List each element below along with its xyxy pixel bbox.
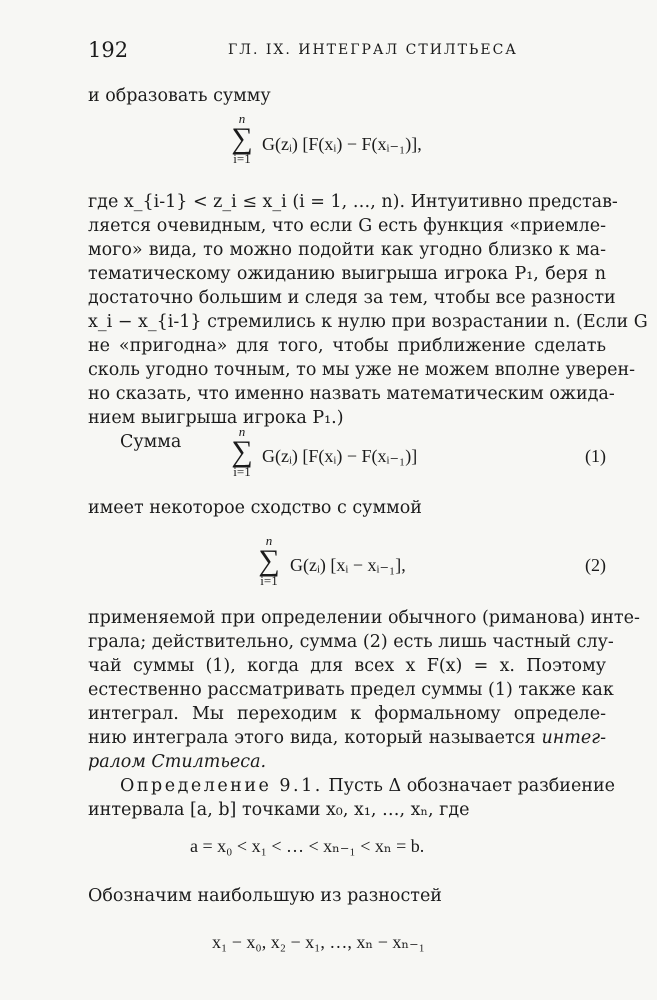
text-line: применяемой при определении обычного (риманова) инте- [88, 608, 640, 628]
text-line: Сумма [120, 432, 182, 452]
text-line: грала; действительно, сумма (2) есть лишь частный слу- [88, 632, 614, 652]
text-line: x_i − x_{i-1} стремились к нулю при возрастании n. (Если G [88, 312, 648, 332]
page-header [88, 38, 608, 64]
equation-number-1: (1) [585, 446, 606, 466]
text-line: естественно рассматривать предел суммы (1) также как [88, 680, 614, 700]
summation-symbol: n ∑ i=1 [231, 111, 253, 166]
text-line: и образовать сумму [88, 86, 271, 106]
page-number: 192 [88, 38, 129, 62]
formula-differences: x₁ − x₀, x₂ − x₁, …, xₙ − xₙ₋₁ [212, 932, 425, 952]
formula-sum-stieltjes: G(zᵢ) [F(xᵢ) − F(xᵢ₋₁)] [262, 446, 418, 466]
equation-number-2: (2) [585, 555, 606, 575]
text-line: Обозначим наибольшую из разностей [88, 886, 442, 906]
text-line: интервала [a, b] точками x₀, x₁, …, xₙ, где [88, 800, 470, 820]
text-line: имеет некоторое сходство с суммой [88, 498, 422, 518]
term-italic: интег- [541, 728, 606, 748]
text-line: чай суммы (1), когда для всех x F(x) = x. Поэтому [88, 656, 606, 676]
running-head: ГЛ. IX. ИНТЕГРАЛ СТИЛТЬЕСА [228, 42, 518, 58]
text-line: ляется очевидным, что если G есть функция «приемле- [88, 216, 606, 236]
text-line [88, 750, 606, 774]
text-line: достаточно большим и следя за тем, чтобы все разности [88, 288, 616, 308]
formula-sum-riemann: G(zᵢ) [xᵢ − xᵢ₋₁], [290, 555, 406, 575]
text-line: нию интеграла этого вида, который называется интег- [88, 728, 606, 748]
text-line: мого» вида, то можно подойти как угодно близко к ма- [88, 240, 606, 260]
text-line: интеграл. Мы переходим к формальному определе- [88, 704, 606, 724]
definition-line: Определение 9.1. Пусть Δ обозначает разбиение [120, 776, 615, 796]
summation-symbol: n ∑ i=1 [231, 424, 253, 479]
text-line: тематическому ожиданию выигрыша игрока P₁, беря n [88, 264, 606, 284]
text-line: не «пригодна» для того, чтобы приближение сделать [88, 336, 606, 356]
formula-sum-1: G(zᵢ) [F(xᵢ) − F(xᵢ₋₁)], [262, 134, 422, 154]
term-italic: ралом Стилтьеса. [88, 752, 267, 772]
text-line: где x_{i-1} < z_i ≤ x_i (i = 1, …, n). Интуитивно представ- [88, 192, 618, 212]
summation-symbol: n ∑ i=1 [258, 533, 280, 588]
text-line: нием выигрыша игрока P₁.) [88, 408, 344, 428]
formula-partition: a = x₀ < x₁ < … < xₙ₋₁ < xₙ = b. [190, 836, 425, 856]
text-line: сколь угодно точным, то мы уже не можем вполне уверен- [88, 360, 636, 380]
definition-label: Определение 9.1. [120, 776, 323, 796]
text-line: но сказать, что именно назвать математическим ожида- [88, 384, 615, 404]
